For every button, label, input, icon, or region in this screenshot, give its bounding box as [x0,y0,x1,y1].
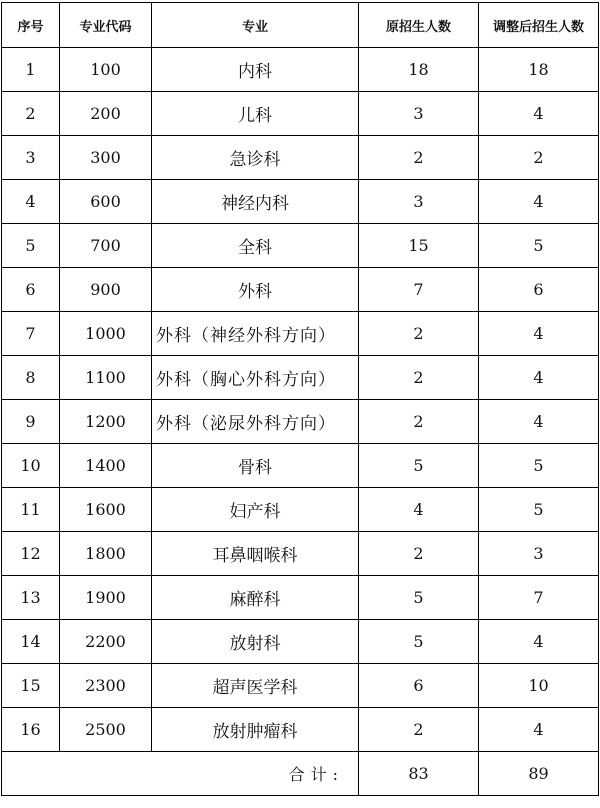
cell-major-code: 900 [60,268,152,312]
table-row [2,532,599,576]
cell-adjusted-enrollment: 4 [479,180,599,224]
total-original: 83 [359,752,479,796]
cell-adjusted-enrollment: 5 [479,224,599,268]
cell-major: 麻醉科 [152,576,359,620]
cell-serial-no: 16 [2,708,60,752]
table-header [2,3,599,48]
cell-original-enrollment: 2 [359,400,479,444]
cell-original-enrollment: 15 [359,224,479,268]
total-adjusted: 89 [479,752,599,796]
cell-major: 放射科 [152,620,359,664]
cell-major: 外科（胸心外科方向） [152,356,359,400]
table-body [2,48,599,752]
table-row [2,488,599,532]
cell-serial-no: 1 [2,48,60,92]
cell-major-code: 2300 [60,664,152,708]
table-row [2,312,599,356]
table-row [2,708,599,752]
cell-adjusted-enrollment: 18 [479,48,599,92]
cell-original-enrollment: 4 [359,488,479,532]
table-row [2,664,599,708]
cell-major: 外科 [152,268,359,312]
cell-serial-no: 9 [2,400,60,444]
cell-adjusted-enrollment: 4 [479,356,599,400]
cell-major: 妇产科 [152,488,359,532]
cell-serial-no: 12 [2,532,60,576]
table-row [2,136,599,180]
cell-serial-no: 11 [2,488,60,532]
cell-major-code: 200 [60,92,152,136]
cell-major-code: 2200 [60,620,152,664]
cell-serial-no: 15 [2,664,60,708]
table-footer [2,752,599,796]
header-major: 专业 [152,3,359,48]
cell-serial-no: 7 [2,312,60,356]
cell-adjusted-enrollment: 4 [479,312,599,356]
enrollment-quota-table [1,2,599,796]
cell-original-enrollment: 2 [359,708,479,752]
cell-adjusted-enrollment: 4 [479,620,599,664]
table-row [2,48,599,92]
table-row [2,180,599,224]
cell-major: 全科 [152,224,359,268]
cell-major-code: 300 [60,136,152,180]
table-row [2,92,599,136]
cell-original-enrollment: 7 [359,268,479,312]
table-row [2,356,599,400]
table-row [2,576,599,620]
cell-original-enrollment: 2 [359,532,479,576]
cell-serial-no: 6 [2,268,60,312]
cell-major-code: 100 [60,48,152,92]
cell-major: 神经内科 [152,180,359,224]
header-serial-no: 序号 [2,3,60,48]
cell-major: 儿科 [152,92,359,136]
cell-major: 外科（神经外科方向） [152,312,359,356]
cell-serial-no: 2 [2,92,60,136]
cell-adjusted-enrollment: 7 [479,576,599,620]
cell-major: 急诊科 [152,136,359,180]
cell-major-code: 1000 [60,312,152,356]
cell-original-enrollment: 5 [359,620,479,664]
cell-serial-no: 13 [2,576,60,620]
cell-major-code: 1600 [60,488,152,532]
table-row [2,620,599,664]
cell-serial-no: 14 [2,620,60,664]
cell-major: 放射肿瘤科 [152,708,359,752]
cell-major: 内科 [152,48,359,92]
cell-original-enrollment: 3 [359,180,479,224]
cell-major-code: 1200 [60,400,152,444]
cell-major-code: 1800 [60,532,152,576]
cell-original-enrollment: 2 [359,136,479,180]
cell-major-code: 700 [60,224,152,268]
cell-serial-no: 5 [2,224,60,268]
cell-original-enrollment: 6 [359,664,479,708]
cell-original-enrollment: 2 [359,356,479,400]
cell-original-enrollment: 3 [359,92,479,136]
table-row [2,400,599,444]
cell-major-code: 1900 [60,576,152,620]
cell-original-enrollment: 5 [359,576,479,620]
cell-adjusted-enrollment: 3 [479,532,599,576]
cell-adjusted-enrollment: 6 [479,268,599,312]
cell-adjusted-enrollment: 4 [479,400,599,444]
header-row [2,3,599,48]
cell-serial-no: 4 [2,180,60,224]
total-row [2,752,599,796]
cell-major: 超声医学科 [152,664,359,708]
cell-serial-no: 10 [2,444,60,488]
header-original-enrollment: 原招生人数 [359,3,479,48]
cell-major-code: 1400 [60,444,152,488]
table-row [2,268,599,312]
cell-adjusted-enrollment: 5 [479,444,599,488]
total-label: 合计: [2,752,359,796]
cell-major-code: 2500 [60,708,152,752]
table-row [2,224,599,268]
cell-major-code: 600 [60,180,152,224]
cell-original-enrollment: 5 [359,444,479,488]
cell-serial-no: 3 [2,136,60,180]
cell-major: 耳鼻咽喉科 [152,532,359,576]
cell-adjusted-enrollment: 5 [479,488,599,532]
cell-adjusted-enrollment: 4 [479,708,599,752]
cell-major-code: 1100 [60,356,152,400]
cell-adjusted-enrollment: 4 [479,92,599,136]
cell-serial-no: 8 [2,356,60,400]
cell-major: 骨科 [152,444,359,488]
cell-major: 外科（泌尿外科方向） [152,400,359,444]
cell-original-enrollment: 2 [359,312,479,356]
cell-original-enrollment: 18 [359,48,479,92]
header-adjusted-enrollment: 调整后招生人数 [479,3,599,48]
header-major-code: 专业代码 [60,3,152,48]
table-row [2,444,599,488]
cell-adjusted-enrollment: 2 [479,136,599,180]
cell-adjusted-enrollment: 10 [479,664,599,708]
